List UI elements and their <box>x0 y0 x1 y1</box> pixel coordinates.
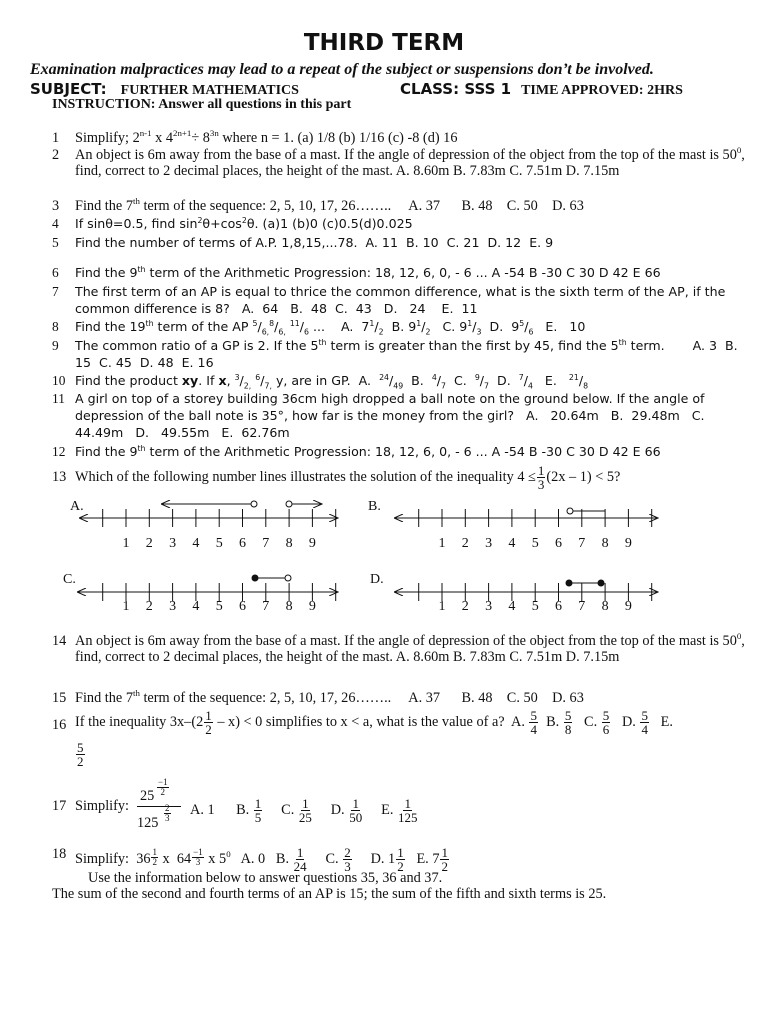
question-1 <box>52 130 752 146</box>
closed-endpoint <box>252 575 259 582</box>
question-text: Find the 7th term of the sequence: 2, 5, 10, 17, 26…….. A. 37 B. 48 C. 50 D. 63 <box>75 688 584 706</box>
numerator-base: 25 <box>140 788 155 804</box>
tick-label: 4 <box>508 536 516 551</box>
simplify-label: Simplify: <box>75 798 130 814</box>
question-number: 16 <box>52 717 67 733</box>
question-text: Find the 7th term of the sequence: 2, 5, 10, 17, 26…….. A. 37 B. 48 C. 50 D. 63 <box>75 196 584 214</box>
question-text: Simplify; 2$^{n-1}$ x $4^{2n+1}\div 8^{3n}$ where n = 1. (a) 1/8 (b) 1/16 (c) -8 (d) 16 <box>75 128 458 146</box>
question-number: 13 <box>52 469 67 485</box>
tick-label: 6 <box>239 536 246 551</box>
question-16 <box>52 708 752 769</box>
question-text: Find the 19th term of the AP $^5/_{6,}^8/_{6,}$ $^{11}/_6$ ... A. $7^1/_2$ B. $9^1/_2$ C. $9^1/_3$ D. $9^5/_6$ E. 10 <box>75 318 586 337</box>
open-endpoint <box>567 508 573 514</box>
question-3 <box>52 198 752 214</box>
subject-label: SUBJECT: <box>30 80 107 98</box>
question-6 <box>52 264 752 281</box>
tick-label: 7 <box>262 536 270 551</box>
tick-label: 7 <box>262 599 270 614</box>
question-5 <box>52 234 752 251</box>
question-number: 15 <box>52 690 67 706</box>
tick-label: 9 <box>308 536 316 551</box>
tick-label: 1 <box>122 536 130 551</box>
exponent-2: $\frac{2}{3}$ <box>165 803 170 823</box>
question-number: 4 <box>52 216 59 231</box>
question-4 <box>52 215 752 232</box>
question-number: 14 <box>52 633 67 649</box>
page-title: THIRD TERM <box>303 30 465 56</box>
option-b-label: B. <box>368 499 381 514</box>
tick-label: 6 <box>555 599 562 614</box>
time-label: TIME APPROVED: 2HRS <box>521 83 683 98</box>
question-text: Find the 9th term of the Arithmetic Progression: 18, 12, 6, 0, - 6 ... A -54 B -30 C 30 D 42 E 66 <box>75 264 661 280</box>
tick-label: 3 <box>485 536 493 551</box>
question-14 <box>52 633 752 665</box>
class-line <box>400 80 683 99</box>
tick-label: 9 <box>624 536 632 551</box>
question-10 <box>52 372 752 389</box>
question-text: Find the product xy. If x, $^3/_{2,}$ $^6/_{7,}$ y, are in GP. A. $^{24}/_{49}$ B. $^4/_7$ C. $^9/_7$ D. $^7/_4$ E. $^{21}/_8$ <box>75 372 589 391</box>
ap-info-note: The sum of the second and fourth terms of an AP is 15; the sum of the fifth and sixth terms is 25. <box>52 886 607 902</box>
closed-endpoint <box>598 580 605 587</box>
question-number: 17 <box>52 798 67 814</box>
question-12 <box>52 443 752 460</box>
question-text: Find the number of terms of A.P. 1,8,15,...78. A. 11 B. 10 C. 21 D. 12 E. 9 <box>75 235 554 250</box>
tick-label: 2 <box>461 536 469 551</box>
question-8 <box>52 318 752 335</box>
tick-label: 5 <box>215 599 223 614</box>
question-number: 18 <box>52 846 67 862</box>
tick-label: 7 <box>578 599 586 614</box>
open-endpoint <box>251 501 257 507</box>
instruction: INSTRUCTION: Answer all questions in this part <box>52 97 352 112</box>
question-11 <box>52 390 752 441</box>
question-text: An object is 6m away from the base of a mast. If the angle of depression of the object from the top of the mast is $50^0$, find, correct to 2 decimal places, the height of the mast. A. 8.60m B. 7.83m C. 7.51m D. 7.15m <box>75 631 745 665</box>
closed-endpoint <box>566 580 573 587</box>
tick-label: 8 <box>601 536 609 551</box>
tick-label: 4 <box>192 599 200 614</box>
tick-label: 7 <box>578 536 586 551</box>
question-text: A girl on top of a storey building 36cm high dropped a ball note on the ground below. If the angle of depression of the ball note is 35°, how far is the money from the girl? A. 20.64m B. 29.48m C. 44.49m D. 49.55m E. 62.76m <box>75 391 709 440</box>
question-text: Which of the following number lines illustrates the solution of the inequality 4 ≤ $\frac{1}{3}$ (2x – 1) < 5? <box>75 463 621 492</box>
tick-label: 1 <box>122 599 130 614</box>
question-15 <box>52 690 752 706</box>
tick-label: 5 <box>531 599 539 614</box>
tick-label: 4 <box>192 536 200 551</box>
question-2 <box>52 147 752 179</box>
question-number: 11 <box>52 391 65 406</box>
question-text: Simplify: 36 $\frac{1}{2}$ x 64 $\frac{-1}{3}$ x $5^0$ A. 0 B. $\frac{1}{24}$ C. $\frac{2}{3}$ D. 1 $\frac{1}{2}$ E. 7 $\frac{1}{2}$ <box>75 845 448 874</box>
option-e-fraction: $\frac{5}{2}$ <box>77 740 84 769</box>
option-a-label: A. <box>70 499 84 514</box>
open-endpoint <box>286 501 292 507</box>
question-text: An object is 6m away from the base of a mast. If the angle of depression of the object from the top of the mast is $50^0$, find, correct to 2 decimal places, the height of the mast. A. 8.60m B. 7.83m C. 7.51m D. 7.15m <box>75 145 745 179</box>
question-9 <box>52 337 752 371</box>
question-18 <box>52 833 752 874</box>
tick-label: 9 <box>308 599 316 614</box>
tick-label: 1 <box>438 599 446 614</box>
question-number: 9 <box>52 338 59 353</box>
tick-label: 5 <box>531 536 539 551</box>
question-text: The first term of an AP is equal to thrice the common difference, what is the sixth term of the AP, if the common difference is 8? A. 64 B. 48 C. 43 D. 24 E. 11 <box>75 284 730 316</box>
number-lines <box>0 490 768 620</box>
option-d-label: D. <box>370 572 384 587</box>
number-line-d <box>395 580 658 615</box>
question-number: 5 <box>52 235 59 250</box>
use-info-note: Use the information below to answer questions 35, 36 and 37. <box>88 870 443 886</box>
number-line-b <box>395 508 658 551</box>
tick-label: 3 <box>169 536 177 551</box>
exponent-1: $\frac{-1}{2}$ <box>158 777 168 797</box>
tick-label: 2 <box>145 536 153 551</box>
question-text: If sinθ=0.5, find $\sin^2\theta+\cos^2\theta$. (a)1 (b)0 (c)0.5(d)0.025 <box>75 215 413 231</box>
question-number: 2 <box>52 147 60 163</box>
question-number: 12 <box>52 444 66 459</box>
option-c-label: C. <box>63 572 76 587</box>
question-13 <box>52 464 752 491</box>
tick-label: 5 <box>215 536 223 551</box>
tick-label: 2 <box>145 599 153 614</box>
number-line-a <box>80 501 338 551</box>
tick-label: 3 <box>169 599 177 614</box>
tick-label: 1 <box>438 536 446 551</box>
tick-label: 8 <box>601 599 609 614</box>
class-label: CLASS: SSS 1 <box>400 80 512 98</box>
warning-note: Examination malpractices may lead to a repeat of the subject or suspensions don’t be involved. <box>30 61 654 78</box>
denominator-base: 125 <box>137 815 159 831</box>
tick-label: 8 <box>285 536 293 551</box>
tick-label: 9 <box>624 599 632 614</box>
tick-label: 2 <box>461 599 469 614</box>
open-endpoint <box>285 575 291 581</box>
tick-label: 6 <box>555 536 562 551</box>
question-number: 8 <box>52 319 59 334</box>
number-line-c <box>78 575 338 615</box>
question-17 <box>52 776 752 832</box>
subject-value: FURTHER MATHEMATICS <box>120 83 299 98</box>
question-number: 7 <box>52 284 59 299</box>
question-text: Find the 9th term of the Arithmetic Progression: 18, 12, 6, 0, - 6 ... A -54 B -30 C 30 D 42 E 66 <box>75 443 661 459</box>
tick-label: 3 <box>485 599 493 614</box>
question-number: 6 <box>52 265 59 280</box>
tick-label: 4 <box>508 599 516 614</box>
question-number: 1 <box>52 130 60 146</box>
tick-label: 8 <box>285 599 293 614</box>
options: A. 1 B. $\frac{1}{5}$ C. $\frac{1}{25}$ D. $\frac{1}{50}$ E. $\frac{1}{125}$ <box>190 796 418 825</box>
tick-label: 6 <box>239 599 246 614</box>
question-number: 10 <box>52 373 66 388</box>
question-7 <box>52 283 752 317</box>
question-text: If the inequality 3x–(2 $\frac{1}{2}$ – x) < 0 simplifies to x < a, what is the value of a? A. $\frac{5}{4}$ B. $\frac{5}{8}$ C. $\frac{5}{6}$ D. $\frac{5}{4}$ E. <box>75 708 673 737</box>
question-text: The common ratio of a GP is 2. If the 5th term is greater than the first by 45, find the 5th term. A. 3 B. 15 C. 45 D. 48 E. 16 <box>75 337 742 370</box>
question-number: 3 <box>52 198 60 214</box>
